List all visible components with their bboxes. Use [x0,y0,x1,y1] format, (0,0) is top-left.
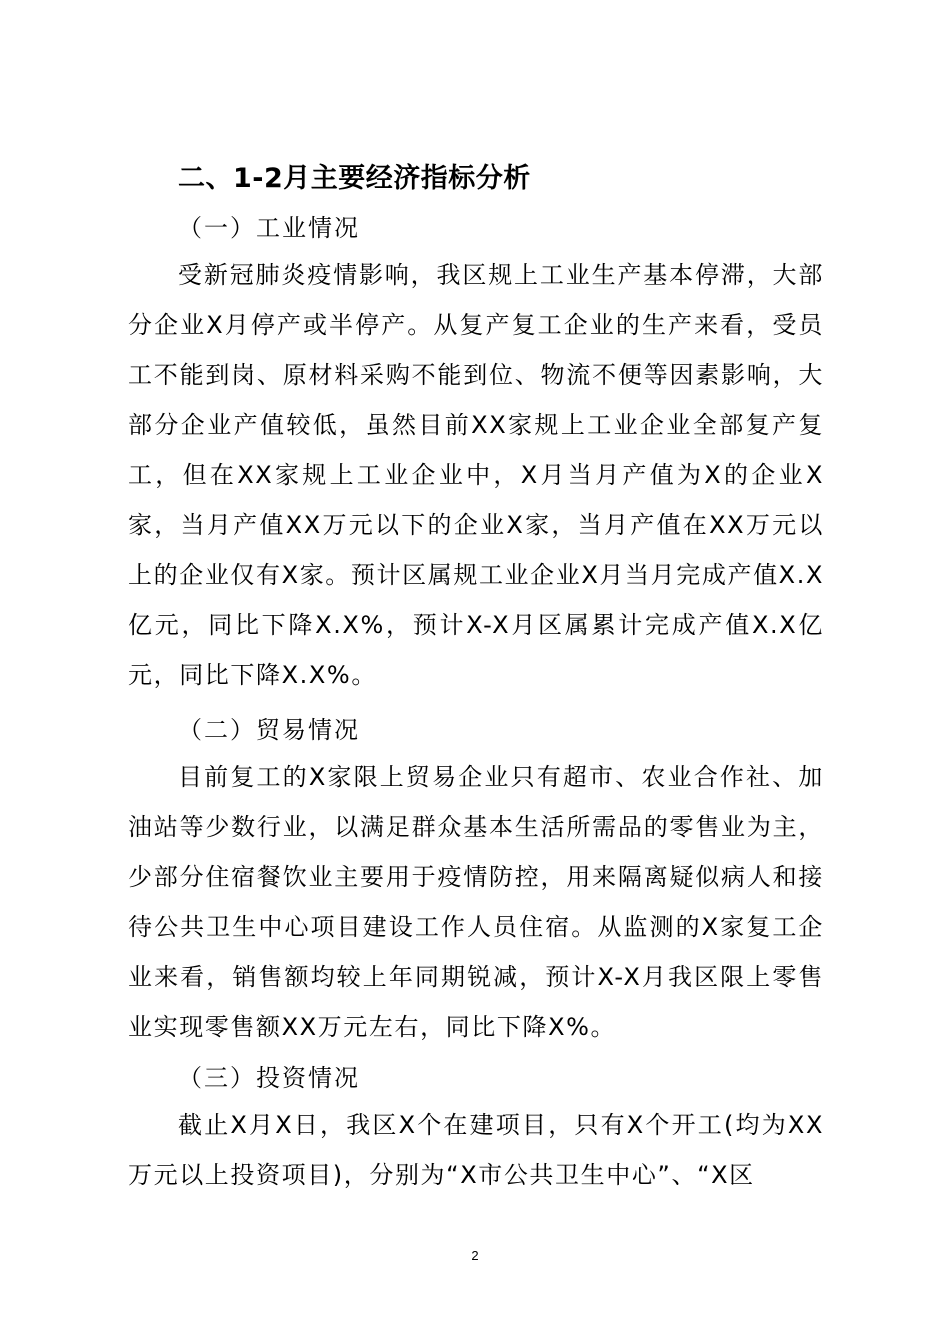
subsection-title-investment: （三）投资情况 [178,1064,360,1092]
subsection-title-industry: （一）工业情况 [178,214,360,242]
section-heading: 二、1-2月主要经济指标分析 [178,163,531,194]
paragraph-industry: 受新冠肺炎疫情影响，我区规上工业生产基本停滞，大部分企业X月停产或半停产。从复产复工企业的生产来看，受员工不能到岗、原材料采购不能到位、物流不便等因素影响，大部分企业产值较低，虽然目前XX家规上工业企业全部复产复工，但在XX家规上工业企业中，X月当月产值为X的企业X家，当月产值XX万元以下的企业X家，当月产值在XX万元以上的企业仅有X家。预计区属规工业企业X月当月完成产值X.X亿元，同比下降X.X%，预计X-X月区属累计完成产值X.X亿元，同比下降X.X%。 [128,261,824,689]
subsection-title-trade: （二）贸易情况 [178,716,360,744]
page-number: 2 [471,1248,479,1263]
paragraph-investment: 截止X月X日，我区X个在建项目，只有X个开工(均为XX万元以上投资项目)，分别为“X市公共卫生中心”、“X区 [128,1111,824,1189]
paragraph-trade: 目前复工的X家限上贸易企业只有超市、农业合作社、加油站等少数行业，以满足群众基本生活所需品的零售业为主，少部分住宿餐饮业主要用于疫情防控，用来隔离疑似病人和接待公共卫生中心项目建设工作人员住宿。从监测的X家复工企业来看，销售额均较上年同期锐减，预计X-X月我区限上零售业实现零售额XX万元左右，同比下降X%。 [128,763,824,1041]
